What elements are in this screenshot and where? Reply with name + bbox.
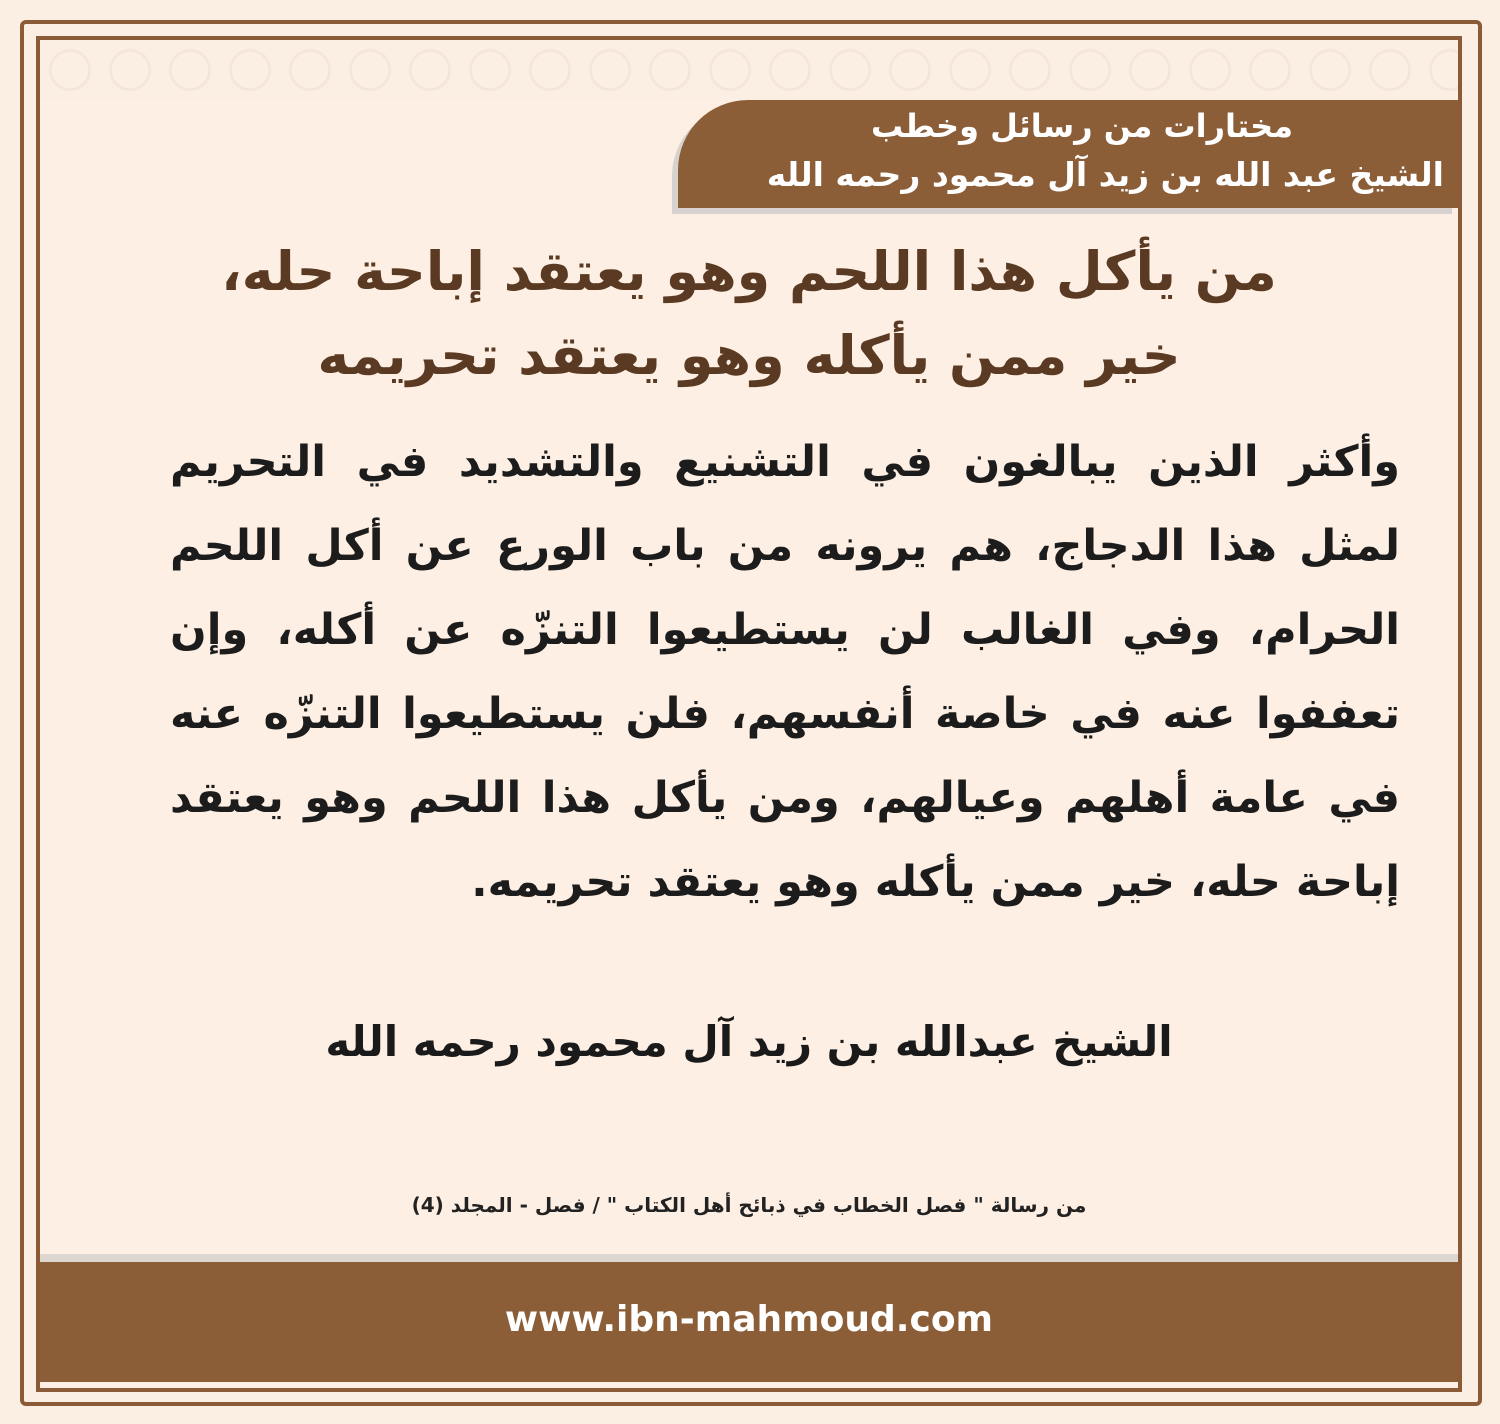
title-line-2: خير ممن يأكله وهو يعتقد تحريمه: [317, 324, 1181, 387]
content-card: [36, 36, 1462, 1392]
decorative-pattern: [40, 40, 1458, 100]
footer-divider: [40, 1254, 1458, 1262]
page-title: [40, 230, 1458, 398]
author-signature: الشيخ عبدالله بن زيد آل محمود رحمه الله: [325, 1017, 1173, 1066]
footer-bar: [40, 1262, 1458, 1382]
website-link[interactable]: www.ibn-mahmoud.com: [504, 1299, 994, 1340]
quote-paragraph: وأكثر الذين يبالغون في التشنيع والتشديد في التحريم لمثل هذا الدجاج، هم يرونه من باب الورع عن أكل اللحم الحرام، وفي الغالب لن يستطيعوا التنزّه عن أكله، وإن تعففوا عنه في خاصة أنفسهم، فلن يستطيعوا التنزّه عنه في عامة أهلهم وعيالهم، ومن يأكل هذا اللحم وهو يعتقد إباحة حله، خير ممن يأكله وهو يعتقد تحريمه.: [170, 437, 1400, 907]
series-title: مختارات من رسائل وخطب: [870, 107, 1293, 145]
source-citation: من رسالة " فصل الخطاب في ذبائح أهل الكتاب " / فصل - المجلد (4): [411, 1193, 1087, 1217]
header-banner: [678, 100, 1458, 208]
series-author: الشيخ عبد الله بن زيد آل محمود رحمه الله: [766, 155, 1444, 194]
title-line-1: من يأكل هذا اللحم وهو يعتقد إباحة حله،: [221, 240, 1277, 303]
